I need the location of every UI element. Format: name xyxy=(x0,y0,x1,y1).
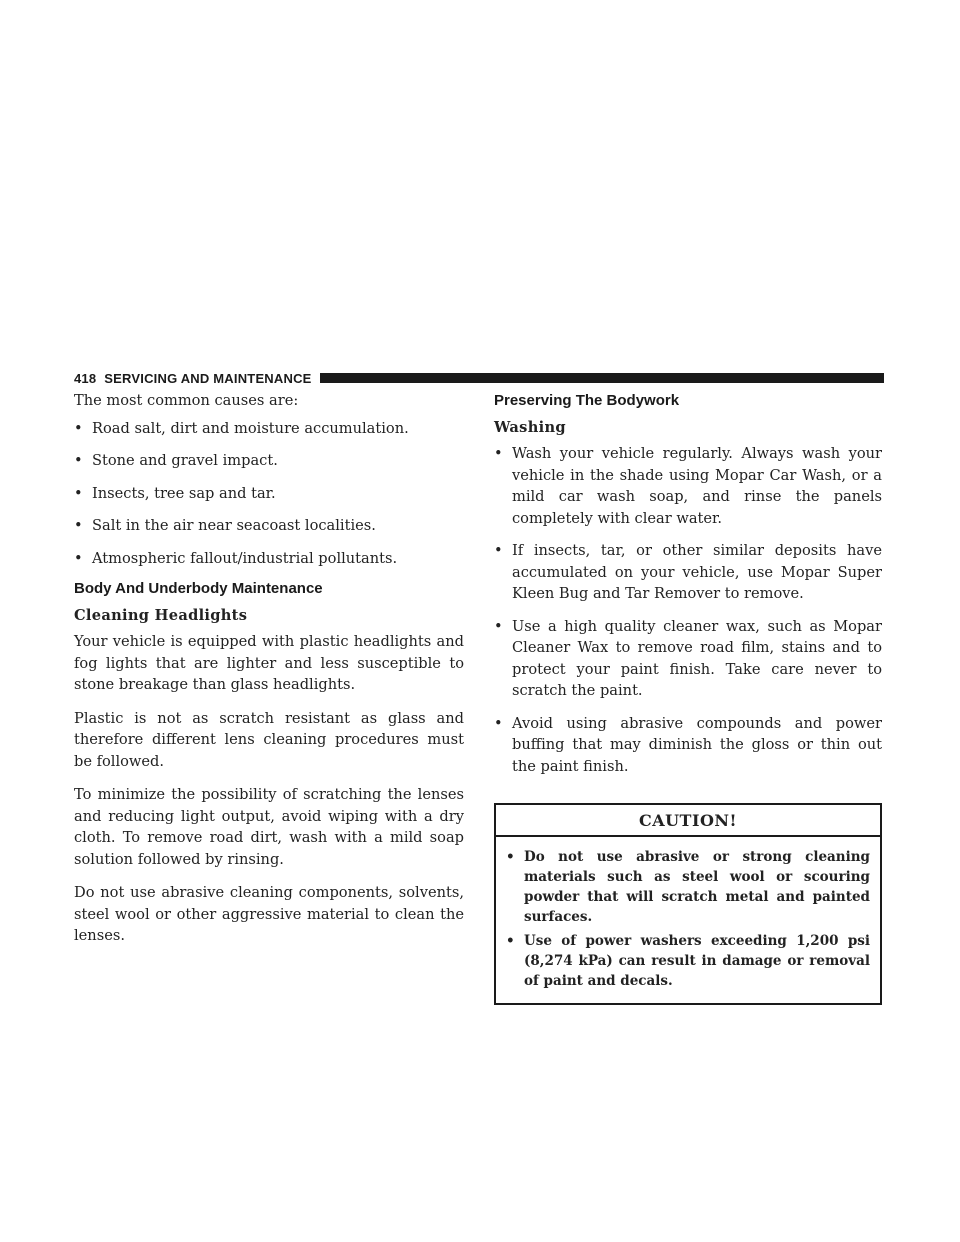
paragraph: Do not use abrasive cleaning components, solvents, steel wool or other aggressive material to clean the lenses. xyxy=(74,884,464,944)
list-item: • Use a high quality cleaner wax, such as Mopar Cleaner Wax to remove road film, stains and to protect your paint finish. Take care never to scratch the paint. xyxy=(494,617,882,699)
list-item: • Use of power washers exceeding 1,200 psi (8,274 kPa) can result in damage or removal of paint and decals. xyxy=(506,933,870,989)
paragraph: To minimize the possibility of scratching the lenses and reducing light output, avoid wiping with a dry cloth. To remove road dirt, wash with a mild soap solution followed by rinsing. xyxy=(74,786,464,868)
list-item: • Road salt, dirt and moisture accumulation. xyxy=(74,418,464,440)
paragraph: Your vehicle is equipped with plastic headlights and fog lights that are lighter and less susceptible to stone breakage than glass headlights. xyxy=(74,633,464,693)
washing-subheading: Washing xyxy=(494,419,566,436)
causes-list xyxy=(74,418,464,570)
caution-box xyxy=(494,803,882,1005)
cleaning-headlights-subheading: Cleaning Headlights xyxy=(74,607,248,624)
bullet-icon: • xyxy=(506,849,515,865)
list-item: • Stone and gravel impact. xyxy=(74,450,464,472)
bullet-icon: • xyxy=(494,714,503,732)
causes-intro: The most common causes are: xyxy=(74,392,299,409)
bullet-icon: • xyxy=(494,445,503,462)
bullet-icon: • xyxy=(74,452,83,469)
preserving-bodywork-heading: Preserving The Bodywork xyxy=(494,392,680,409)
bullet-icon: • xyxy=(494,617,503,635)
list-item: • Salt in the air near seacoast localities. xyxy=(74,515,464,537)
bullet-icon: • xyxy=(74,484,83,502)
body-maintenance-heading: Body And Underbody Maintenance xyxy=(74,580,323,597)
list-item: • Do not use abrasive or strong cleaning materials such as steel wool or scouring powder that will scratch metal and painted surfaces. xyxy=(506,849,870,925)
header-rule xyxy=(320,373,884,383)
list-item: • If insects, tar, or other similar deposits have accumulated on your vehicle, use Mopar Super Kleen Bug and Tar Remover to remove. xyxy=(494,542,882,602)
page-header xyxy=(74,370,884,386)
list-item: • Avoid using abrasive compounds and power buffing that may diminish the gloss or thin out the paint finish. xyxy=(494,714,882,775)
bullet-icon: • xyxy=(494,542,503,559)
left-column xyxy=(74,390,464,959)
bullet-icon: • xyxy=(74,517,83,534)
paragraph: Plastic is not as scratch resistant as glass and therefore different lens cleaning procedures must be followed. xyxy=(74,709,464,770)
caution-title: CAUTION! xyxy=(496,805,880,837)
bullet-icon: • xyxy=(74,549,83,567)
list-item: • Wash your vehicle regularly. Always wash your vehicle in the shade using Mopar Car Wash, or a mild car wash soap, and rinse the panels completely with clear water. xyxy=(494,445,882,527)
washing-list xyxy=(494,443,882,777)
page-number: 418 xyxy=(74,370,97,386)
bullet-icon: • xyxy=(506,933,515,949)
section-title: SERVICING AND MAINTENANCE xyxy=(104,370,312,386)
list-item: • Insects, tree sap and tar. xyxy=(74,483,464,505)
right-column xyxy=(494,390,882,1005)
bullet-icon: • xyxy=(74,419,83,437)
caution-list xyxy=(496,837,880,1003)
header-label xyxy=(74,371,312,386)
list-item: • Atmospheric fallout/industrial pollutants. xyxy=(74,548,464,570)
